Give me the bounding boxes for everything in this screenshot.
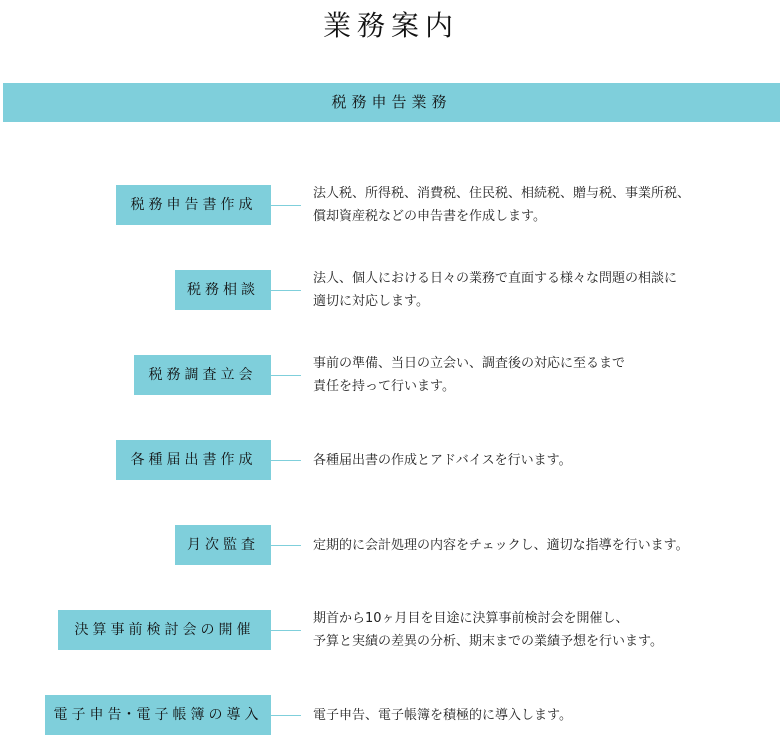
connector-line — [271, 375, 301, 376]
service-row — [0, 610, 782, 650]
description-line: 電子申告、電子帳簿を積極的に導入します。 — [313, 707, 572, 723]
page-title: 業務案内 — [322, 9, 459, 42]
service-row — [0, 270, 782, 310]
description-line: 責任を持って行います。 — [313, 379, 455, 394]
service-description — [313, 270, 677, 310]
description-line: 定期的に会計処理の内容をチェックし、適切な指導を行います。 — [313, 537, 689, 553]
service-row — [0, 525, 782, 565]
connector-line — [271, 630, 301, 631]
description-line: 法人税、所得税、消費税、住民税、相続税、贈与税、事業所税、 — [313, 186, 691, 201]
service-label: 電子申告･電子帳簿の導入 — [45, 695, 271, 735]
service-row — [0, 355, 782, 395]
service-description — [313, 440, 572, 480]
connector-line — [271, 460, 301, 461]
connector-line — [271, 545, 301, 546]
service-label: 税務相談 — [175, 270, 271, 310]
service-label: 各種届出書作成 — [116, 440, 271, 480]
service-row — [0, 695, 782, 735]
description-line: 予算と実績の差異の分析、期末までの業績予想を行います。 — [313, 634, 663, 649]
service-description — [313, 695, 572, 735]
description-line: 期首から10ヶ月目を目途に決算事前検討会を開催し、 — [313, 611, 629, 626]
service-description — [313, 610, 663, 650]
description-line: 適切に対応します。 — [313, 294, 429, 309]
service-row — [0, 185, 782, 225]
description-line: 償却資産税などの申告書を作成します。 — [313, 209, 546, 224]
connector-line — [271, 715, 301, 716]
service-label: 決算事前検討会の開催 — [58, 610, 271, 650]
description-line: 各種届出書の作成とアドバイスを行います。 — [313, 452, 572, 468]
section-header: 税務申告業務 — [3, 83, 780, 122]
service-row — [0, 440, 782, 480]
description-line: 法人、個人における日々の業務で直面する様々な問題の相談に — [313, 271, 678, 286]
service-description — [313, 355, 625, 395]
service-label: 税務調査立会 — [134, 355, 271, 395]
service-description — [313, 525, 689, 565]
service-label: 税務申告書作成 — [116, 185, 271, 225]
connector-line — [271, 290, 301, 291]
service-label: 月次監査 — [175, 525, 271, 565]
service-description — [313, 185, 690, 225]
connector-line — [271, 205, 301, 206]
description-line: 事前の準備、当日の立会い、調査後の対応に至るまで — [313, 356, 626, 371]
